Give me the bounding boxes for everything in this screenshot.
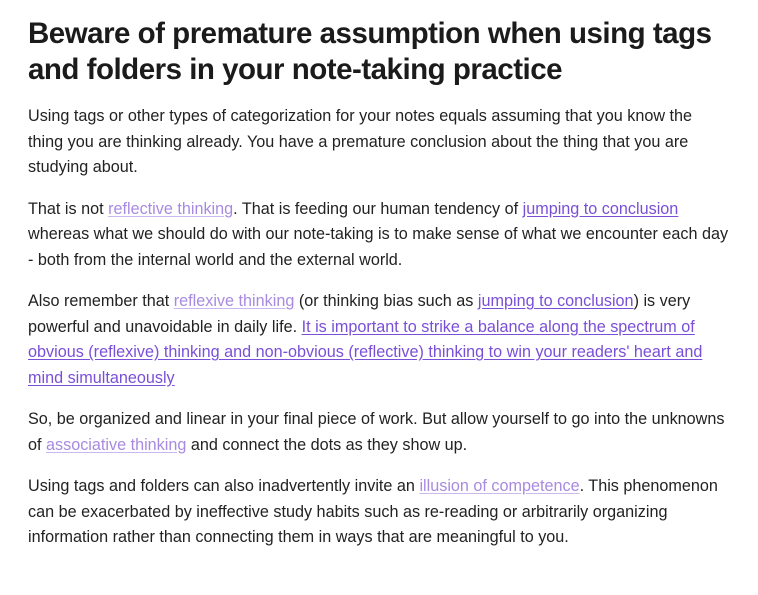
paragraph-5-text-1: Using tags and folders can also inadvertently invite an: [28, 477, 420, 495]
paragraph-1-text: Using tags or other types of categorization for your notes equals assuming that you know the thing you are thinking already. You have a premature conclusion about the thing that you are studying about.: [28, 107, 693, 176]
paragraph-2: [28, 197, 730, 274]
link-reflective-thinking[interactable]: reflective thinking: [108, 199, 234, 218]
paragraph-3: [28, 289, 730, 391]
paragraph-4: [28, 407, 730, 458]
link-associative-thinking[interactable]: associative thinking: [46, 435, 187, 454]
paragraph-5-text-2: . This phenomenon can be exacerbated by ineffective study habits such as re-reading or arbitrarily organizing information rather than connecting them in ways that are meaningful to you.: [28, 477, 718, 546]
paragraph-3-text-1: Also remember that: [28, 292, 174, 310]
paragraph-2-text-1: That is not: [28, 199, 109, 218]
paragraph-3-text-3: ) is very powerful and unavoidable in daily life.: [28, 292, 691, 336]
paragraph-1: [28, 104, 730, 181]
paragraph-2-text-3: whereas what we should do with our note-taking is to make sense of what we encounter each day - both from the internal world and the external world.: [28, 225, 729, 269]
paragraph-5: [28, 474, 730, 551]
paragraph-2-text-2: . That is feeding our human tendency of: [233, 199, 523, 218]
link-illusion-of-competence[interactable]: illusion of competence: [419, 477, 580, 495]
link-strike-a-balance[interactable]: It is important to strike a balance along the spectrum of obvious (reflexive) thinking and non-obvious (reflective) thinking to win your readers' heart and mind simultaneously: [28, 317, 703, 387]
link-jumping-to-conclusion[interactable]: jumping to conclusion: [522, 199, 679, 218]
paragraph-3-text-2: (or thinking bias such as: [294, 292, 478, 310]
link-reflexive-thinking[interactable]: reflexive thinking: [173, 292, 295, 310]
paragraph-4-text-1: So, be organized and linear in your final piece of work. But allow yourself to go into the unknowns of: [28, 410, 725, 454]
paragraph-4-text-2: and connect the dots as they show up.: [186, 435, 468, 454]
link-jumping-to-conclusion-2[interactable]: jumping to conclusion: [477, 292, 634, 310]
page-title: Beware of premature assumption when using tags and folders in your note-taking practice: [28, 17, 712, 86]
